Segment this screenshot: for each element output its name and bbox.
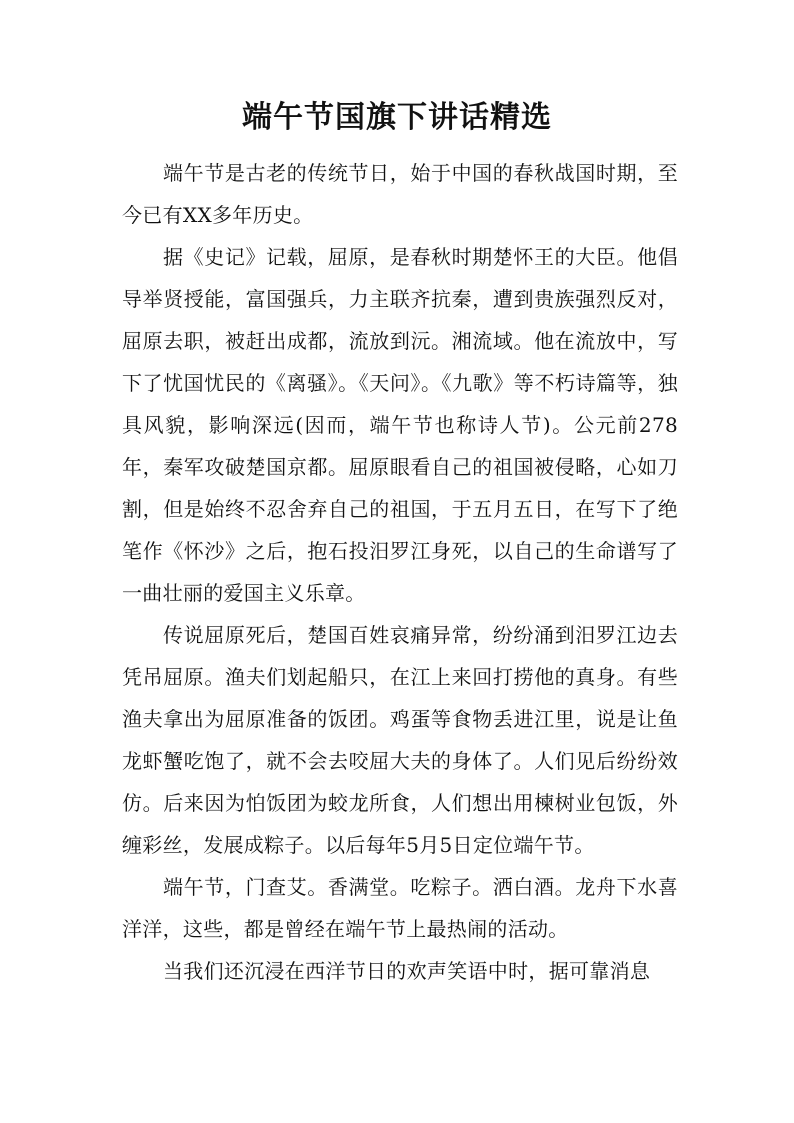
paragraph-origin: 端午节是古老的传统节日，始于中国的春秋战国时期，至今已有XX多年历史。 [122,161,678,227]
paragraph-qu-yuan-history: 据《史记》记载，屈原，是春秋时期楚怀王的大臣。他倡导举贤授能，富国强兵，力主联齐抗秦，遭到贵族强烈反对，屈原去职，被赶出成都，流放到沅。湘流域。他在流放中，写下了忧国忧民的《离骚》。《天问》。《九歌》等不朽诗篇等，独具风貌，影响深远(因而，端午节也称诗人节)。公元前278年，秦军攻破楚国京都。屈原眼看自己的祖国被侵略，心如刀割，但是始终不忍舍弃自己的祖国，于五月五日，在写下了绝笔作《怀沙》之后，抱石投汨罗江身死，以自己的生命谱写了一曲壮丽的爱国主义乐章。 [122,245,678,605]
paragraph-legend: 传说屈原死后，楚国百姓哀痛异常，纷纷涌到汨罗江边去凭吊屈原。渔夫们划起船只，在江上来回打捞他的真身。有些渔夫拿出为屈原准备的饭团。鸡蛋等食物丢进江里，说是让鱼龙虾蟹吃饱了，就不会去咬屈大夫的身体了。人们见后纷纷效仿。后来因为怕饭团为蛟龙所食，人们想出用楝树业包饭，外缠彩丝，发展成粽子。以后每年5月5日定位端午节。 [122,623,678,857]
paragraph-customs: 端午节，门查艾。香满堂。吃粽子。洒白酒。龙舟下水喜洋洋，这些，都是曾经在端午节上最热闹的活动。 [122,875,678,941]
document-body [122,152,678,992]
paragraph-western-holidays: 当我们还沉浸在西洋节日的欢声笑语中时，据可靠消息 [163,959,651,983]
document-title: 端午节国旗下讲话精选 [242,100,552,135]
